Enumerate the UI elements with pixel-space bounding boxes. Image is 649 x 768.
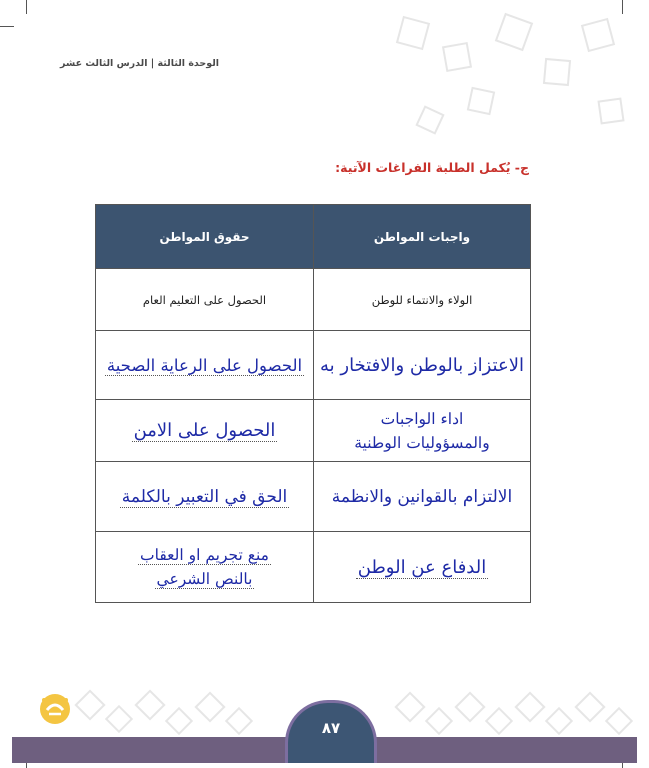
breadcrumb: الوحدة الثالثة | الدرس الثالث عشر (60, 58, 220, 69)
handwritten-answer: الاعتزاز بالوطن والافتخار به (320, 354, 524, 376)
crop-mark (0, 26, 14, 27)
crop-mark (622, 0, 623, 14)
right-cell: الحصول على التعليم العام (96, 269, 314, 331)
page-number: ٨٧ (321, 719, 341, 737)
right-answer-cell[interactable] (96, 331, 314, 400)
handwritten-answer-line: بالنص الشرعي (156, 570, 253, 588)
handwritten-answer: الحصول على الرعاية الصحية (106, 355, 303, 375)
column-header-rights: حقوق المواطن (96, 205, 314, 269)
handwritten-answer-line: منع تجريم او العقاب (140, 546, 269, 564)
duty-answer-cell[interactable] (314, 400, 531, 462)
column-header-duties: واجبات المواطن (314, 205, 531, 269)
duty-answer-cell[interactable] (314, 331, 531, 400)
handwritten-answer-line: اداء الواجبات (380, 409, 464, 428)
page-number-badge (285, 700, 377, 763)
duty-answer-cell[interactable] (314, 462, 531, 532)
handwritten-answer: الحق في التعبير بالكلمة (121, 486, 288, 507)
right-answer-cell[interactable] (96, 400, 314, 462)
handwritten-answer: الدفاع عن الوطن (357, 556, 487, 578)
handwritten-answer: الحصول على الامن (133, 420, 276, 441)
handwritten-answer: الالتزام بالقوانين والانظمة (331, 486, 513, 507)
table-row (96, 331, 531, 400)
table-row (96, 532, 531, 603)
exercise-instruction: ج- يُكمل الطلبة الفراغات الآتية: (335, 160, 529, 175)
table-header-row (96, 205, 531, 269)
duty-cell: الولاء والانتماء للوطن (314, 269, 531, 331)
handwritten-answer-line: والمسؤوليات الوطنية (354, 433, 490, 452)
table-row (96, 400, 531, 462)
right-answer-cell[interactable] (96, 462, 314, 532)
duty-answer-cell[interactable] (314, 532, 531, 603)
table-row (96, 462, 531, 532)
right-answer-cell[interactable] (96, 532, 314, 603)
ministry-logo-icon (38, 692, 72, 726)
crop-mark (26, 0, 27, 14)
rights-duties-table (95, 204, 531, 603)
table-row (96, 269, 531, 331)
